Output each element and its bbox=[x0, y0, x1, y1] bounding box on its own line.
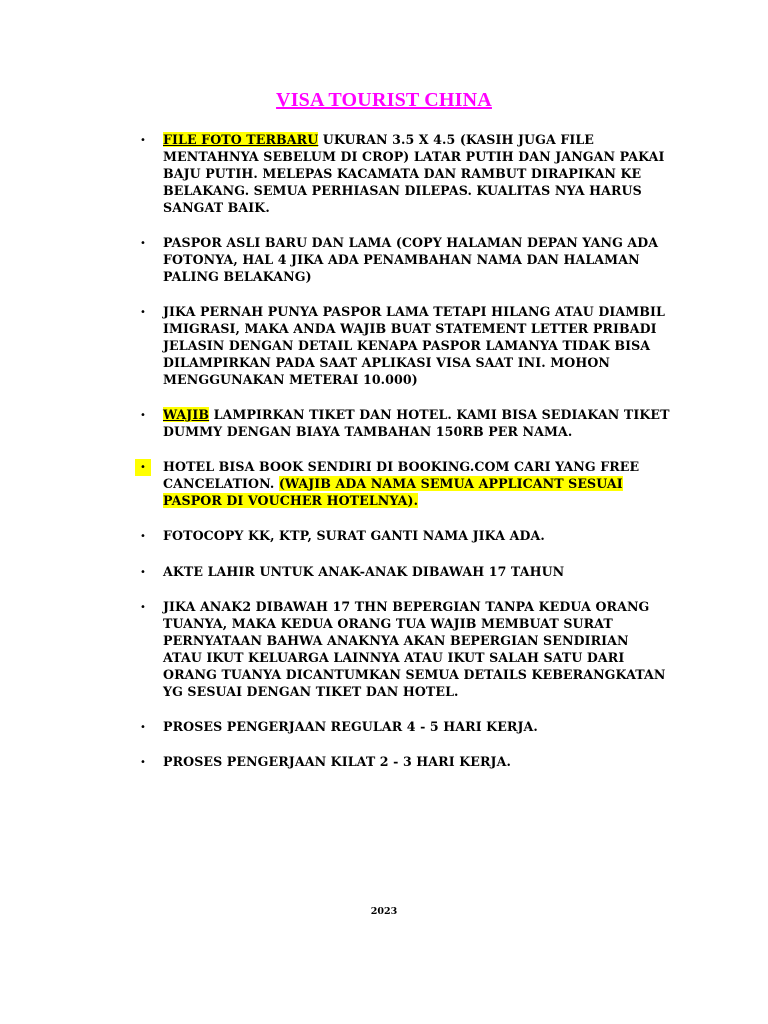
bullet-icon: • bbox=[140, 531, 146, 542]
item-line bbox=[163, 406, 670, 423]
requirement-item-ticket-hotel bbox=[0, 406, 768, 439]
item-line: MENGGUNAKAN METERAI 10.000) bbox=[163, 372, 418, 387]
highlighted-text: (WAJIB ADA NAMA SEMUA APPLICANT SESUAI bbox=[278, 476, 623, 491]
requirement-item-lost-passport bbox=[0, 303, 768, 387]
bullet-icon: • bbox=[140, 410, 146, 421]
item-text bbox=[163, 753, 655, 770]
requirement-item-regular-processing bbox=[0, 718, 768, 734]
item-line bbox=[163, 492, 655, 509]
bullet-icon: • bbox=[140, 238, 146, 249]
item-text bbox=[163, 131, 665, 216]
item-line bbox=[163, 475, 655, 492]
item-line: AKTE LAHIR UNTUK ANAK-ANAK DIBAWAH 17 TAHUN bbox=[163, 564, 565, 579]
item-line: JELASIN DENGAN DETAIL KENAPA PASPOR LAMANYA TIDAK BISA bbox=[163, 338, 651, 353]
footer-year: 2023 bbox=[370, 906, 398, 917]
item-line: IMIGRASI, MAKA ANDA WAJIB BUAT STATEMENT LETTER PRIBADI bbox=[163, 321, 657, 336]
item-line: YG SESUAI DENGAN TIKET DAN HOTEL. bbox=[163, 684, 459, 699]
requirement-item-documents bbox=[0, 527, 768, 543]
bullet-icon: • bbox=[140, 567, 146, 578]
item-line: HOTEL BISA BOOK SENDIRI DI BOOKING.COM CARI YANG FREE bbox=[163, 459, 640, 474]
highlighted-text: WAJIB bbox=[163, 407, 210, 422]
requirement-item-hotel-booking bbox=[0, 458, 768, 508]
item-line: PERNYATAAN BAHWA ANAKNYA AKAN BEPERGIAN SENDIRIAN bbox=[163, 633, 629, 648]
bullet-icon: • bbox=[140, 135, 146, 146]
item-line: DUMMY DENGAN BIAYA TAMBAHAN 150RB PER NAMA. bbox=[163, 424, 573, 439]
item-line: PALING BELAKANG) bbox=[163, 269, 312, 284]
line-text: CANCELATION. bbox=[163, 476, 279, 491]
line-text: LAMPIRKAN TIKET DAN HOTEL. KAMI BISA SEDIAKAN TIKET bbox=[209, 407, 670, 422]
item-text bbox=[163, 458, 655, 509]
item-line: BAJU PUTIH. MELEPAS KACAMATA DAN RAMBUT DIRAPIKAN KE bbox=[163, 166, 642, 181]
bullet-icon: • bbox=[140, 722, 146, 733]
item-line: SANGAT BAIK. bbox=[163, 200, 270, 215]
item-line: FOTONYA, HAL 4 JIKA ADA PENAMBAHAN NAMA DAN HALAMAN bbox=[163, 252, 640, 267]
requirement-item-photo bbox=[0, 131, 768, 215]
item-line: JIKA PERNAH PUNYA PASPOR LAMA TETAPI HILANG ATAU DIAMBIL bbox=[163, 304, 665, 319]
item-line: PASPOR ASLI BARU DAN LAMA (COPY HALAMAN DEPAN YANG ADA bbox=[163, 235, 659, 250]
item-line bbox=[163, 131, 655, 148]
item-line: PROSES PENGERJAAN REGULAR 4 - 5 HARI KERJA. bbox=[163, 719, 538, 734]
item-line: ORANG TUANYA DICANTUMKAN SEMUA DETAILS KEBERANGKATAN bbox=[163, 667, 666, 682]
requirement-item-minors bbox=[0, 598, 768, 699]
item-line: FOTOCOPY KK, KTP, SURAT GANTI NAMA JIKA ADA. bbox=[163, 528, 545, 543]
item-text bbox=[163, 718, 655, 735]
item-line: ATAU IKUT KELUARGA LAINNYA ATAU IKUT SALAH SATU DARI bbox=[163, 650, 625, 665]
line-text: UKURAN 3.5 X 4.5 (KASIH JUGA FILE bbox=[318, 132, 595, 147]
bullet-icon: • bbox=[140, 757, 146, 768]
requirement-item-express-processing bbox=[0, 753, 768, 769]
bullet-icon: • bbox=[140, 307, 146, 318]
item-text bbox=[163, 527, 655, 544]
bullet-icon: • bbox=[140, 602, 146, 613]
bullet-icon: • bbox=[135, 459, 151, 476]
item-line: JIKA ANAK2 DIBAWAH 17 THN BEPERGIAN TANPA KEDUA ORANG bbox=[163, 599, 650, 614]
item-line: MENTAHNYA SEBELUM DI CROP) LATAR PUTIH DAN JANGAN PAKAI bbox=[163, 149, 665, 164]
highlighted-text: PASPOR DI VOUCHER HOTELNYA). bbox=[163, 493, 419, 508]
page-title: VISA TOURIST CHINA bbox=[276, 89, 492, 111]
requirement-item-birth-certificate bbox=[0, 563, 768, 579]
item-line: PROSES PENGERJAAN KILAT 2 - 3 HARI KERJA. bbox=[163, 754, 511, 769]
item-text bbox=[163, 303, 665, 388]
highlighted-text: FILE FOTO TERBARU bbox=[163, 132, 319, 147]
item-line: BELAKANG. SEMUA PERHIASAN DILEPAS. KUALITAS NYA HARUS bbox=[163, 183, 642, 198]
item-text bbox=[163, 598, 666, 700]
item-text bbox=[163, 406, 670, 440]
item-text bbox=[163, 563, 655, 580]
item-text bbox=[163, 234, 659, 285]
requirement-item-passport bbox=[0, 234, 768, 284]
item-line: DILAMPIRKAN PADA SAAT APLIKASI VISA SAAT INI. MOHON bbox=[163, 355, 611, 370]
item-line: TUANYA, MAKA KEDUA ORANG TUA WAJIB MEMBUAT SURAT bbox=[163, 616, 613, 631]
